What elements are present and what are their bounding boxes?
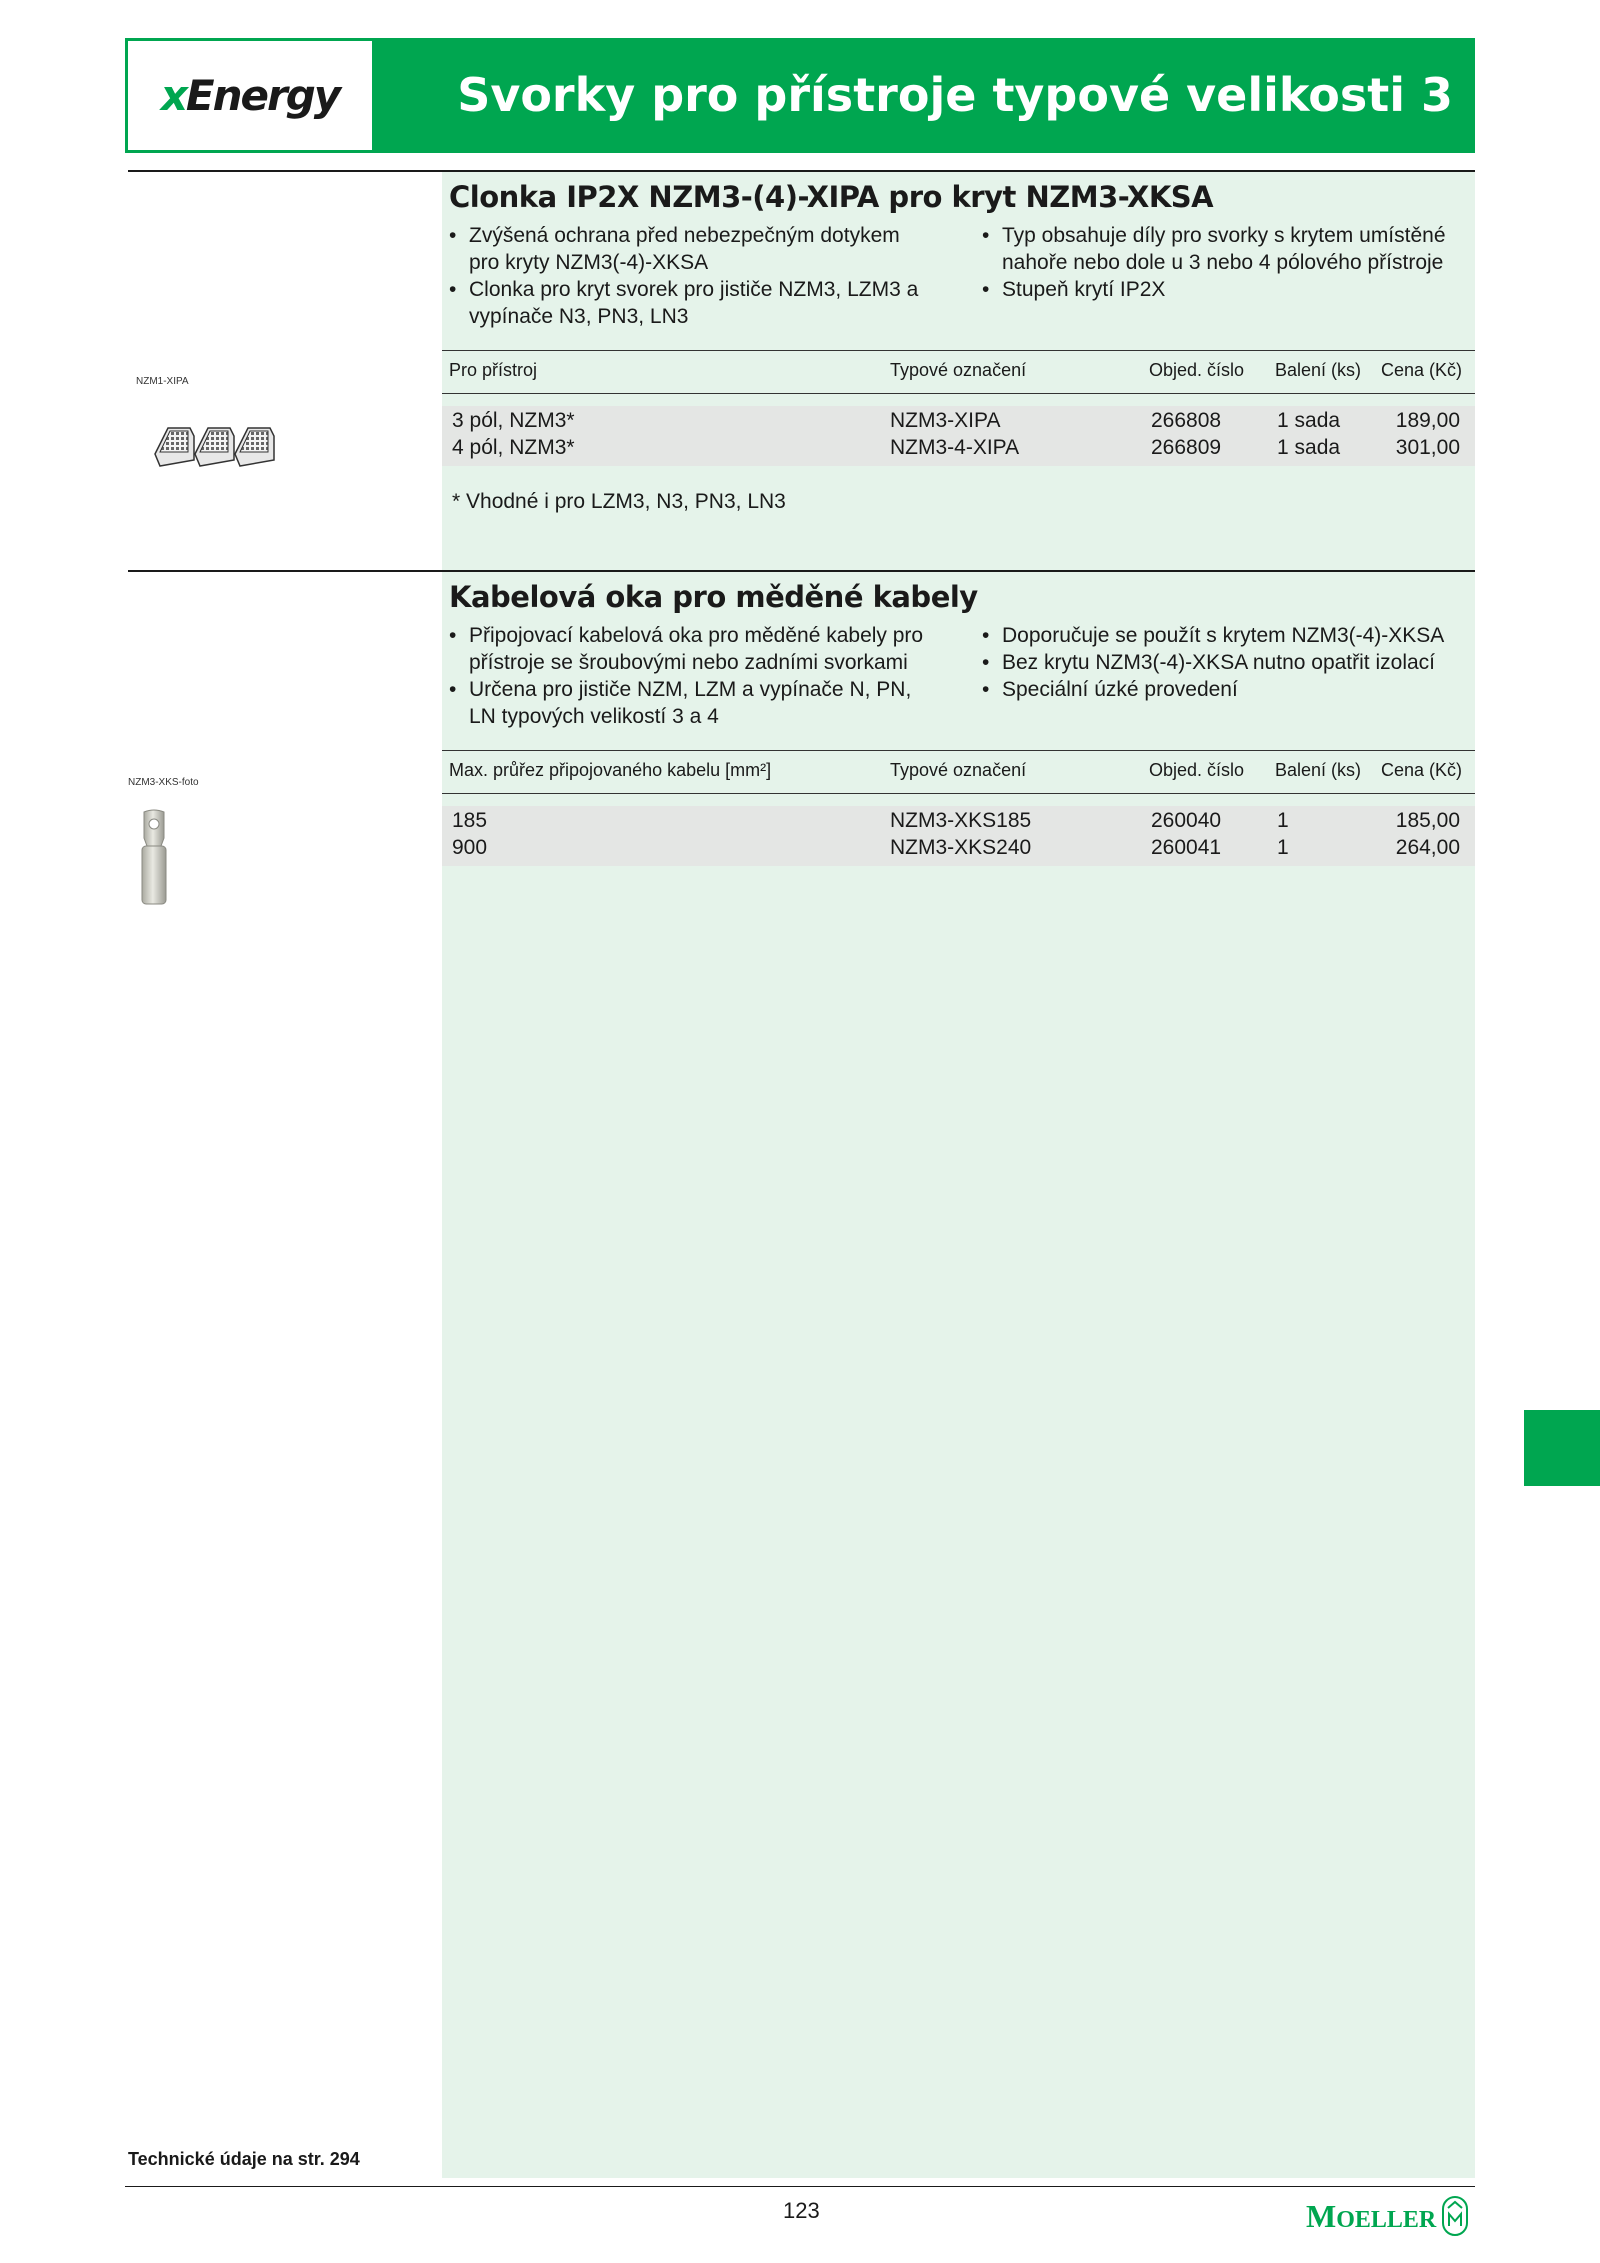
col-header: Cena (Kč) — [1381, 760, 1463, 780]
tech-data-note: Technické údaje na str. 294 — [128, 2149, 360, 2169]
cell: 3 pól, NZM3* — [452, 409, 575, 432]
bullet: • Speciální úzké provedení — [982, 676, 1472, 703]
image-caption: NZM1-XIPA — [136, 376, 189, 387]
brand-rest: OELLER — [1336, 2206, 1437, 2233]
bullet: • Doporučuje se použít s krytem NZM3(-4)-XKSA — [982, 622, 1472, 649]
section1-title: Clonka IP2X NZM3-(4)-XIPA pro kryt NZM3-XKSA — [449, 180, 1214, 214]
col-header: Typové označení — [890, 360, 1027, 380]
cell: 266808 — [1151, 409, 1222, 432]
cell: 264,00 — [1395, 836, 1460, 859]
cell: 1 — [1277, 809, 1289, 832]
section1-bullets-left — [449, 222, 929, 330]
col-header: Balení (ks) — [1275, 760, 1362, 780]
logo-main: Energy — [185, 71, 340, 120]
footer-rule — [125, 2186, 1475, 2187]
section2-bullets-right — [982, 622, 1472, 703]
cell: 266809 — [1151, 436, 1222, 459]
bullet: • Bez krytu NZM3(-4)-XKSA nutno opatřit izolací — [982, 649, 1472, 676]
bullet: • Stupeň krytí IP2X — [982, 276, 1472, 303]
cell: 1 sada — [1277, 409, 1341, 432]
col-header: Typové označení — [890, 760, 1027, 780]
xenergy-logo — [128, 41, 372, 150]
bullet: • Typ obsahuje díly pro svorky s krytem umístěné nahoře nebo dole u 3 nebo 4 pólového přístroje — [982, 222, 1472, 276]
bullet: • Připojovací kabelová oka pro měděné kabely pro přístroje se šroubovými nebo zadními svorkami — [449, 622, 929, 676]
page-header — [125, 38, 1475, 153]
content-panel — [442, 172, 1475, 2178]
moeller-emblem-icon — [1442, 2196, 1468, 2236]
cell: 260040 — [1151, 809, 1222, 832]
cell: 1 — [1277, 836, 1289, 859]
col-header: Objed. číslo — [1149, 360, 1245, 380]
cell: 185 — [452, 809, 488, 832]
page-title: Svorky pro přístroje typové velikosti 3 — [457, 68, 1453, 122]
section2-top-rule — [128, 570, 1475, 572]
section2-title: Kabelová oka pro měděné kabely — [449, 580, 978, 614]
cell: 260041 — [1151, 836, 1222, 859]
logo-prefix: x — [160, 71, 186, 120]
cell: NZM3-XKS240 — [890, 836, 1032, 859]
section2-bullets-left — [449, 622, 929, 730]
section1-footnote: * Vhodné i pro LZM3, N3, PN3, LN3 — [452, 490, 786, 513]
section1-header-top-rule — [442, 350, 1475, 351]
section2-header-top-rule — [442, 750, 1475, 751]
image-caption: NZM3-XKS-foto — [128, 777, 199, 788]
section1-top-rule — [128, 170, 1475, 172]
side-tab — [1524, 1410, 1600, 1486]
section1-header-bottom-rule — [442, 393, 1475, 394]
section2-header-bottom-rule — [442, 793, 1475, 794]
cell: 900 — [452, 836, 488, 859]
cell: NZM3-XKS185 — [890, 809, 1032, 832]
cell: NZM3-XIPA — [890, 409, 1001, 432]
section1-bullets-right — [982, 222, 1472, 303]
col-header: Cena (Kč) — [1381, 360, 1463, 380]
bullet: • Určena pro jističe NZM, LZM a vypínače N, PN, LN typových velikostí 3 a 4 — [449, 676, 929, 730]
bullet: • Zvýšená ochrana před nebezpečným dotykem pro kryty NZM3(-4)-XKSA — [449, 222, 929, 276]
brand-initial: M — [1306, 2197, 1337, 2234]
col-header: Objed. číslo — [1149, 760, 1245, 780]
cell: 4 pól, NZM3* — [452, 436, 575, 459]
terminal-shroud-image — [150, 416, 280, 476]
page-number: 123 — [783, 2198, 820, 2223]
cell: NZM3-4-XIPA — [890, 436, 1020, 459]
moeller-logo — [1306, 2196, 1468, 2236]
cell: 189,00 — [1395, 409, 1460, 432]
cable-lug-image — [134, 808, 174, 908]
cell: 301,00 — [1395, 436, 1460, 459]
cell: 1 sada — [1277, 436, 1341, 459]
cell: 185,00 — [1395, 809, 1460, 832]
col-header: Pro přístroj — [449, 360, 538, 380]
col-header: Balení (ks) — [1275, 360, 1362, 380]
bullet: • Clonka pro kryt svorek pro jističe NZM3, LZM3 a vypínače N3, PN3, LN3 — [449, 276, 929, 330]
col-header: Max. průřez připojovaného kabelu [mm²] — [449, 760, 772, 780]
